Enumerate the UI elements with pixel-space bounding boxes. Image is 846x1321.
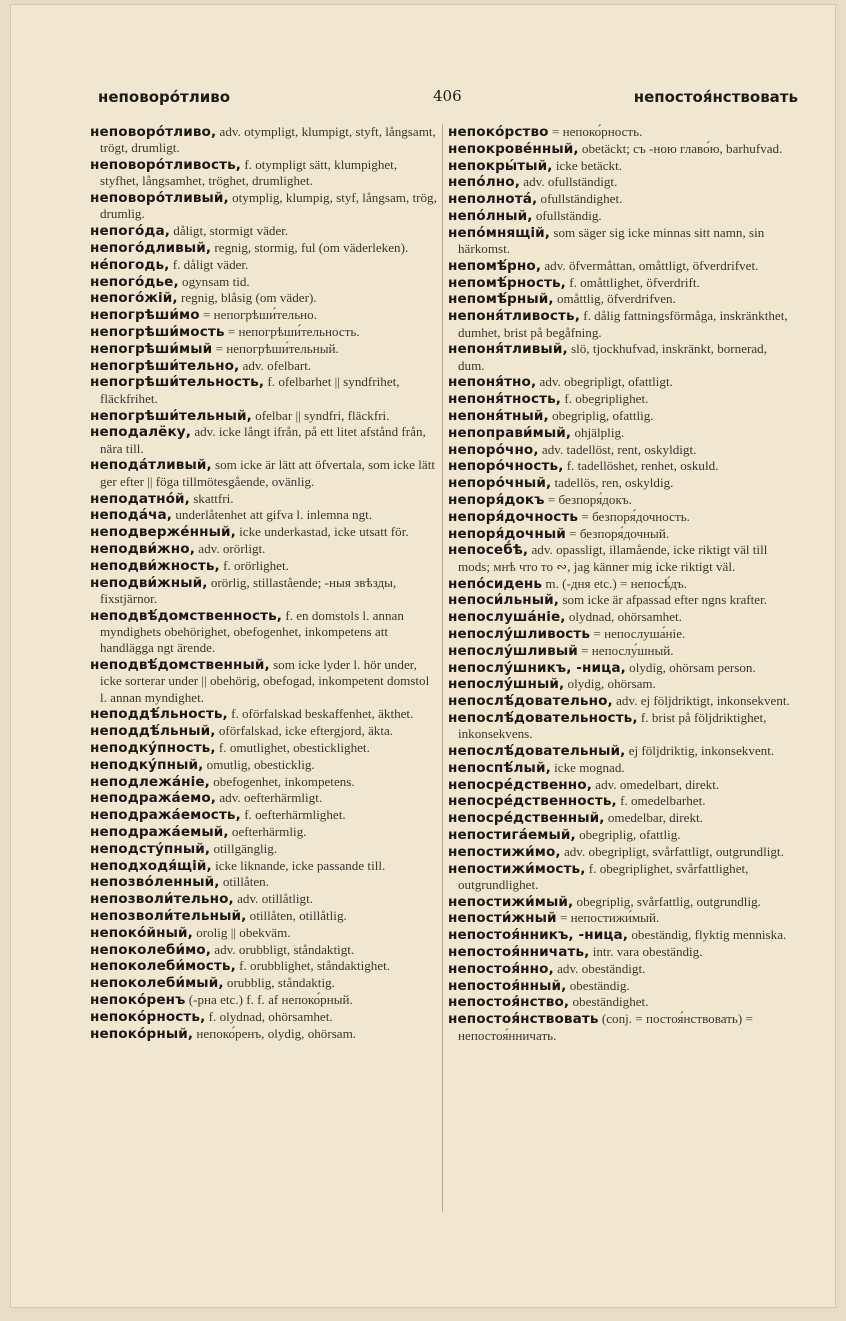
dictionary-entry (448, 844, 796, 860)
entry-headword: непослу́шливость (448, 625, 591, 642)
entry-headword: не́погодь, (90, 256, 170, 273)
entry-headword: непода́ча, (90, 507, 173, 524)
dictionary-entry (448, 308, 796, 341)
dictionary-entry (448, 408, 796, 424)
entry-definition: otillåten, otillåtlig. (249, 907, 347, 923)
entry-headword: непоколеби́мо, (90, 941, 212, 958)
entry-definition: (-рна etc.) f. f. af непоко́рный. (188, 991, 353, 1007)
entry-headword: непогрѣши́тельный, (90, 407, 252, 424)
entry-definition: som icke är afpassad efter ngns krafter. (562, 592, 768, 608)
entry-headword: непокрове́нный, (448, 140, 579, 157)
entry-headword: неповоро́тливый, (90, 190, 229, 207)
dictionary-entry (90, 942, 438, 958)
entry-headword: непо́мнящій, (448, 224, 551, 241)
running-header (98, 88, 798, 112)
entry-headword: непомѣ́рность, (448, 274, 566, 291)
dictionary-entry (448, 592, 796, 608)
entry-definition: som icke lyder l. hör under, icke sorterar under || obehörig, obefogad, inkompetent domstol l. annan myndighet. (100, 657, 430, 705)
entry-definition: = непогрѣши́тельный. (215, 340, 339, 356)
dictionary-entry (90, 740, 438, 756)
entry-headword: непоси́льный, (448, 592, 560, 609)
dictionary-entry (448, 660, 796, 676)
entry-headword: непогрѣши́мый (90, 340, 213, 357)
entry-definition: icke liknande, icke passande till. (215, 857, 386, 873)
entry-headword: непостоя́нный, (448, 977, 567, 994)
entry-headword: неподалёку, (90, 424, 192, 441)
dictionary-entry (90, 341, 438, 357)
dictionary-entry (448, 158, 796, 174)
entry-definition: olydig, ohörsam person. (629, 659, 756, 675)
entry-definition: = непоко́рность. (551, 124, 643, 139)
entry-headword: непосре́дственный, (448, 810, 605, 827)
entry-definition: = безпоря́дочный. (569, 525, 670, 541)
entry-definition: = безпоря́дочность. (581, 508, 690, 524)
entry-definition: ohjälplig. (574, 424, 625, 440)
entry-definition: adv. orubbligt, ståndaktigt. (214, 941, 355, 957)
entry-headword: непости́жный (448, 910, 557, 927)
entry-definition: (conj. = постоя́нствовать) = непостоя́нничать. (458, 1011, 753, 1043)
entry-headword: непоколеби́мость, (90, 958, 236, 975)
dictionary-entry (90, 157, 438, 190)
entry-headword: непослѣ́довательный, (448, 742, 626, 759)
entry-definition: tadellös, ren, oskyldig. (554, 475, 674, 491)
entry-definition: f. omutlighet, obesticklighet. (218, 739, 370, 755)
entry-headword: неподдѣ́льный, (90, 723, 216, 740)
dictionary-entry (90, 891, 438, 907)
entry-definition: slö, tjockhufvad, inskränkt, bornerad, dum. (458, 341, 767, 373)
entry-definition: olydig, ohörsam. (567, 676, 656, 692)
entry-definition: obegriplig, ofattlig. (552, 408, 654, 424)
entry-definition: adv. ofullständigt. (523, 174, 618, 190)
entry-definition: otillåten. (222, 874, 269, 890)
dictionary-entry (90, 1026, 438, 1042)
entry-definition: icke betäckt. (555, 157, 623, 173)
dictionary-entry (448, 626, 796, 642)
entry-headword: неподви́жный, (90, 574, 208, 591)
dictionary-entry (90, 575, 438, 608)
dictionary-entry (90, 424, 438, 457)
dictionary-entry (90, 908, 438, 924)
entry-headword: непостоя́нникъ, -ница, (448, 927, 629, 944)
entry-definition: adv. obegripligt, ofattligt. (539, 374, 673, 390)
dictionary-entry (448, 425, 796, 441)
dictionary-entry (448, 961, 796, 977)
dictionary-entry (448, 475, 796, 491)
entry-definition: = непослуша́ніе. (593, 625, 686, 641)
entry-definition: adv. obegripligt, svårfattligt, outgrundligt. (563, 843, 784, 859)
entry-definition: orubblig, ståndaktig. (226, 975, 335, 991)
column-divider (442, 124, 443, 1212)
dictionary-entry (90, 958, 438, 974)
entry-headword: неподверже́нный, (90, 524, 236, 541)
entry-headword: непослу́шливый (448, 642, 578, 659)
entry-headword: непоко́рность, (90, 1008, 206, 1025)
header-left-guideword: неповоро́тливо (98, 88, 231, 106)
dictionary-entry (448, 208, 796, 224)
dictionary-entry (448, 710, 796, 743)
dictionary-entry (90, 223, 438, 239)
entry-headword: непозволи́тельный, (90, 907, 247, 924)
dictionary-entry (448, 258, 796, 274)
dictionary-entry (448, 994, 796, 1010)
entry-definition: omedelbar, direkt. (607, 810, 703, 826)
page-number: 406 (433, 87, 462, 105)
entry-definition: f. omedelbarhet. (620, 793, 706, 809)
entry-headword: непоко́ренъ (90, 991, 186, 1008)
entry-headword: непого́дье, (90, 273, 179, 290)
dictionary-entry (90, 507, 438, 523)
entry-headword: непоня́тно, (448, 374, 537, 391)
entry-definition: f. orubblighet, ståndaktighet. (239, 958, 391, 974)
entry-definition: regnig, stormig, ful (om väderleken). (214, 240, 409, 256)
dictionary-entry (90, 290, 438, 306)
dictionary-entry (90, 925, 438, 941)
entry-definition: f. oförfalskad beskaffenhet, äkthet. (231, 706, 414, 722)
entry-definition: omutlig, obesticklig. (206, 756, 315, 772)
entry-headword: непослѣ́довательность, (448, 709, 638, 726)
dictionary-entry (90, 274, 438, 290)
entry-headword: неподража́емость, (90, 807, 241, 824)
entry-headword: непозволи́тельно, (90, 891, 234, 908)
entry-headword: непослу́шникъ, -ница, (448, 659, 626, 676)
dictionary-entry (90, 1009, 438, 1025)
entry-definition: som icke är lätt att öfvertala, som icke lätt ger efter || föga tillmötesgående, ovänlig. (100, 457, 435, 489)
dictionary-entry (90, 723, 438, 739)
right-column (448, 124, 796, 1044)
entry-headword: неповоро́тливость, (90, 157, 242, 174)
entry-headword: непоря́докъ (448, 492, 545, 509)
entry-definition: adv. orörligt. (198, 540, 266, 556)
entry-definition: adv. otympligt, klumpigt, styft, långsamt, trögt, drumligt. (100, 124, 436, 156)
entry-headword: непосеб́ѣ, (448, 542, 529, 559)
entry-definition: obetäckt; съ -ною главо́ю, barhufvad. (581, 140, 783, 156)
entry-definition: f. ofelbarhet || syndfrihet, fläckfrihet. (100, 374, 400, 406)
entry-definition: obeständig, flyktig menniska. (631, 927, 787, 943)
entry-headword: неподатно́й, (90, 490, 190, 507)
entry-headword: непода́тливый, (90, 457, 212, 474)
dictionary-entry (448, 777, 796, 793)
entry-headword: непогрѣши́тельность, (90, 374, 265, 391)
entry-headword: непостижи́мость, (448, 860, 586, 877)
dictionary-entry (448, 492, 796, 508)
entry-definition: ej följdriktig, inkonsekvent. (628, 742, 775, 758)
entry-headword: непоко́рный, (90, 1025, 194, 1042)
dictionary-entry (90, 307, 438, 323)
dictionary-entry (90, 408, 438, 424)
entry-headword: непоря́дочность (448, 508, 579, 525)
entry-definition: f. obegriplighet. (564, 391, 649, 407)
dictionary-entry (448, 341, 796, 374)
entry-definition: adv. icke långt ifrån, på ett litet afstånd från, nära till. (100, 424, 426, 456)
entry-headword: непого́жій, (90, 290, 178, 307)
entry-definition: f. orörlighet. (223, 557, 289, 573)
dictionary-entry (90, 558, 438, 574)
dictionary-entry (448, 191, 796, 207)
entry-headword: непоко́рство (448, 124, 549, 140)
entry-definition: ofelbar || syndfri, fläckfri. (255, 407, 390, 423)
entry-definition: adv. ej följdriktigt, inkonsekvent. (616, 693, 790, 709)
entry-headword: непоколеби́мый, (90, 975, 224, 992)
entry-headword: неподлежа́ніе, (90, 773, 210, 790)
entry-definition: obegriplig, ofattlig. (579, 826, 681, 842)
entry-headword: непоря́дочный (448, 525, 566, 542)
entry-headword: непо́сидень (448, 575, 543, 592)
dictionary-entry (90, 608, 438, 657)
dictionary-entry (90, 824, 438, 840)
entry-definition: icke underkastad, icke utsatt för. (239, 524, 409, 540)
dictionary-entry (448, 442, 796, 458)
entry-headword: неподража́емый, (90, 823, 229, 840)
entry-headword: непомѣ́рно, (448, 257, 542, 274)
entry-headword: непого́дливый, (90, 240, 212, 257)
entry-definition: regnig, blåsig (om väder). (180, 290, 317, 306)
entry-definition: obeständighet. (572, 994, 649, 1010)
entry-headword: непостижи́мо, (448, 843, 561, 860)
entry-definition: adv. otillåtligt. (237, 891, 313, 907)
dictionary-entry (448, 910, 796, 926)
dictionary-entry (90, 524, 438, 540)
entry-definition: oförfalskad, icke eftergjord, äkta. (218, 723, 394, 739)
entry-definition: = безпоря́докъ. (547, 492, 632, 508)
entry-definition: f. obegriplighet, svårfattlighet, outgrundlighet. (458, 860, 749, 892)
entry-definition: f. dålig fattningsförmåga, inskränkthet, dumhet, brist på begåfning. (458, 308, 788, 340)
dictionary-entry (448, 275, 796, 291)
entry-headword: непоро́чность, (448, 458, 564, 475)
entry-headword: непо́лно, (448, 174, 520, 191)
entry-definition: obegriplig, svårfattlig, outgrundlig. (576, 893, 761, 909)
dictionary-entry (448, 124, 796, 140)
entry-definition: f. otympligt sätt, klumpighet, styfhet, långsamhet, tröghet, drumlighet. (100, 157, 398, 189)
dictionary-entry (90, 190, 438, 223)
dictionary-entry (448, 927, 796, 943)
entry-definition: obefogenhet, inkompetens. (213, 773, 355, 789)
entry-headword: непостоя́нствовать (448, 1011, 599, 1028)
entry-headword: непогрѣши́мо (90, 307, 200, 324)
dictionary-entry (448, 793, 796, 809)
dictionary-entry (448, 291, 796, 307)
entry-definition: adv. ofelbart. (242, 357, 312, 373)
dictionary-entry (90, 657, 438, 706)
entry-definition: непоко́ренъ, olydig, ohörsam. (196, 1025, 357, 1041)
entry-headword: неподку́пный, (90, 756, 204, 773)
entry-definition: m. (-дня etc.) = непосѣ́дъ. (545, 575, 687, 591)
dictionary-entry (90, 706, 438, 722)
entry-definition: adv. opassligt, illamående, icke riktigt väl till mods; мнѣ что то ∾, jag känner mig icke riktigt väl. (458, 542, 768, 574)
entry-definition: orörlig, stillastående; -ныя звѣзды, fixstjärnor. (100, 574, 397, 606)
dictionary-entry (90, 324, 438, 340)
dictionary-entry (90, 374, 438, 407)
entry-definition: dåligt, stormigt väder. (173, 223, 289, 239)
entry-headword: непоня́тливый, (448, 341, 568, 358)
entry-headword: неповоро́тливо, (90, 124, 217, 140)
dictionary-entry (448, 141, 796, 157)
entry-headword: непослу́шный, (448, 676, 565, 693)
dictionary-entry (448, 576, 796, 592)
dictionary-entry (448, 693, 796, 709)
entry-headword: непозво́ленный, (90, 874, 220, 891)
entry-definition: adv. omedelbart, direkt. (595, 776, 720, 792)
entry-definition: adv. obeständigt. (557, 960, 646, 976)
entry-headword: непоня́тность, (448, 391, 562, 408)
dictionary-entry (90, 790, 438, 806)
entry-definition: oefterhärmlig. (231, 823, 307, 839)
entry-headword: непосре́дственно, (448, 776, 592, 793)
entry-definition: f. dåligt väder. (172, 256, 249, 272)
entry-definition: = непогрѣши́тельно. (202, 307, 317, 323)
entry-headword: непого́да, (90, 223, 170, 240)
entry-definition: = непогрѣши́тельность. (227, 324, 360, 340)
dictionary-entry (448, 174, 796, 190)
entry-definition: adv. oefterhärmligt. (219, 790, 323, 806)
entry-headword: неподходя́щій, (90, 857, 212, 874)
entry-headword: непостига́емый, (448, 826, 576, 843)
entry-headword: неподсту́пный, (90, 840, 211, 857)
entry-headword: непогрѣши́тельно, (90, 357, 240, 374)
dictionary-entry (448, 861, 796, 894)
entry-headword: непо́лный, (448, 207, 533, 224)
entry-headword: непомѣ́рный, (448, 291, 554, 308)
dictionary-entry (448, 760, 796, 776)
header-right-guideword: непостоя́нствовать (633, 88, 798, 106)
dictionary-entry (448, 810, 796, 826)
dictionary-entry (448, 643, 796, 659)
entry-definition: f. tadellöshet, renhet, oskuld. (566, 458, 719, 474)
entry-definition: otillgänglig. (213, 840, 278, 856)
dictionary-entry (90, 541, 438, 557)
entry-headword: непоко́йный, (90, 924, 193, 941)
entry-definition: adv. öfvermåttan, omåttligt, öfverdrifvet. (544, 257, 759, 273)
entry-headword: непоро́чный, (448, 475, 552, 492)
dictionary-entry (448, 391, 796, 407)
entry-headword: непостоя́нно, (448, 960, 554, 977)
entry-headword: непостоя́нничать, (448, 944, 590, 961)
dictionary-entry (448, 458, 796, 474)
dictionary-entry (90, 124, 438, 157)
entry-definition: som säger sig icke minnas sitt namn, sin härkomst. (458, 224, 765, 257)
entry-definition: icke mognad. (554, 759, 625, 775)
entry-definition: obeständig. (569, 977, 630, 993)
dictionary-entry (448, 526, 796, 542)
dictionary-entry (90, 491, 438, 507)
entry-headword: неподвѣ́домственный, (90, 657, 270, 673)
dictionary-entry (448, 944, 796, 960)
dictionary-entry (90, 257, 438, 273)
entry-headword: непостоя́нство, (448, 994, 570, 1011)
entry-headword: неподви́жно, (90, 540, 195, 557)
entry-definition: f. oefterhärmlighet. (244, 807, 346, 823)
entry-headword: непоня́тный, (448, 408, 549, 425)
dictionary-entry (90, 807, 438, 823)
dictionary-entry (90, 774, 438, 790)
dictionary-entry (448, 509, 796, 525)
dictionary-entry (90, 240, 438, 256)
entry-headword: неподража́емо, (90, 790, 217, 807)
dictionary-entry (90, 858, 438, 874)
entry-headword: непостижи́мый, (448, 893, 574, 910)
dictionary-entry (448, 894, 796, 910)
entry-definition: f. en domstols l. annan myndighets obehörighet, obefogenhet, inkompetens att handlägga ngt ärende. (100, 607, 404, 656)
dictionary-entry (448, 676, 796, 692)
entry-headword: неподви́жность, (90, 557, 220, 574)
entry-definition: olydnad, ohörsamhet. (568, 609, 682, 625)
entry-definition: ofullständig. (535, 207, 602, 223)
entry-headword: непослуша́ніе, (448, 609, 566, 626)
entry-definition: underlåtenhet att gifva l. inlemna ngt. (175, 507, 373, 523)
entry-definition: f. brist på följdriktighet, inkonsekvens. (458, 709, 767, 742)
entry-definition: = непостижи́мый. (559, 910, 660, 926)
entry-definition: ogynsam tid. (182, 273, 250, 289)
entry-headword: непоня́тливость, (448, 308, 580, 325)
entry-headword: неполнота́, (448, 191, 538, 208)
entry-definition: orolig || obekväm. (196, 924, 291, 940)
dictionary-entry (448, 225, 796, 258)
dictionary-entry (448, 743, 796, 759)
dictionary-entry (90, 841, 438, 857)
entry-definition: otymplig, klumpig, styf, långsam, trög, drumlig. (100, 190, 437, 222)
entry-headword: непослѣ́довательно, (448, 693, 613, 710)
entry-definition: intr. vara obeständig. (592, 944, 703, 960)
entry-headword: непоро́чно, (448, 441, 539, 458)
left-column (90, 124, 438, 1042)
dictionary-entry (448, 1011, 796, 1044)
entry-headword: непоспѣ́лый, (448, 759, 551, 776)
entry-definition: f. olydnad, ohörsamhet. (208, 1008, 333, 1024)
entry-definition: = непослу́шный. (581, 642, 674, 658)
entry-definition: skattfri. (193, 490, 234, 506)
entry-headword: непоправи́мый, (448, 424, 572, 441)
entry-definition: omåttlig, öfverdrifven. (556, 291, 676, 307)
dictionary-entry (448, 827, 796, 843)
entry-headword: неподдѣ́льность, (90, 706, 228, 723)
dictionary-entry (448, 374, 796, 390)
dictionary-entry (90, 358, 438, 374)
entry-headword: непосре́дственность, (448, 793, 617, 810)
entry-headword: неподку́пность, (90, 739, 216, 756)
dictionary-entry (90, 874, 438, 890)
entry-definition: ofullständighet. (540, 191, 623, 207)
dictionary-entry (90, 975, 438, 991)
entry-headword: непогрѣши́мость (90, 324, 225, 341)
entry-definition: adv. tadellöst, rent, oskyldigt. (541, 441, 697, 457)
dictionary-entry (448, 978, 796, 994)
dictionary-entry (448, 609, 796, 625)
dictionary-entry (90, 457, 438, 490)
dictionary-entry (448, 542, 796, 575)
entry-headword: непокры́тый, (448, 157, 553, 174)
dictionary-entry (90, 992, 438, 1008)
entry-definition: f. omåttlighet, öfverdrift. (569, 274, 700, 290)
entry-headword: неподвѣ́домственность, (90, 607, 283, 624)
dictionary-entry (90, 757, 438, 773)
